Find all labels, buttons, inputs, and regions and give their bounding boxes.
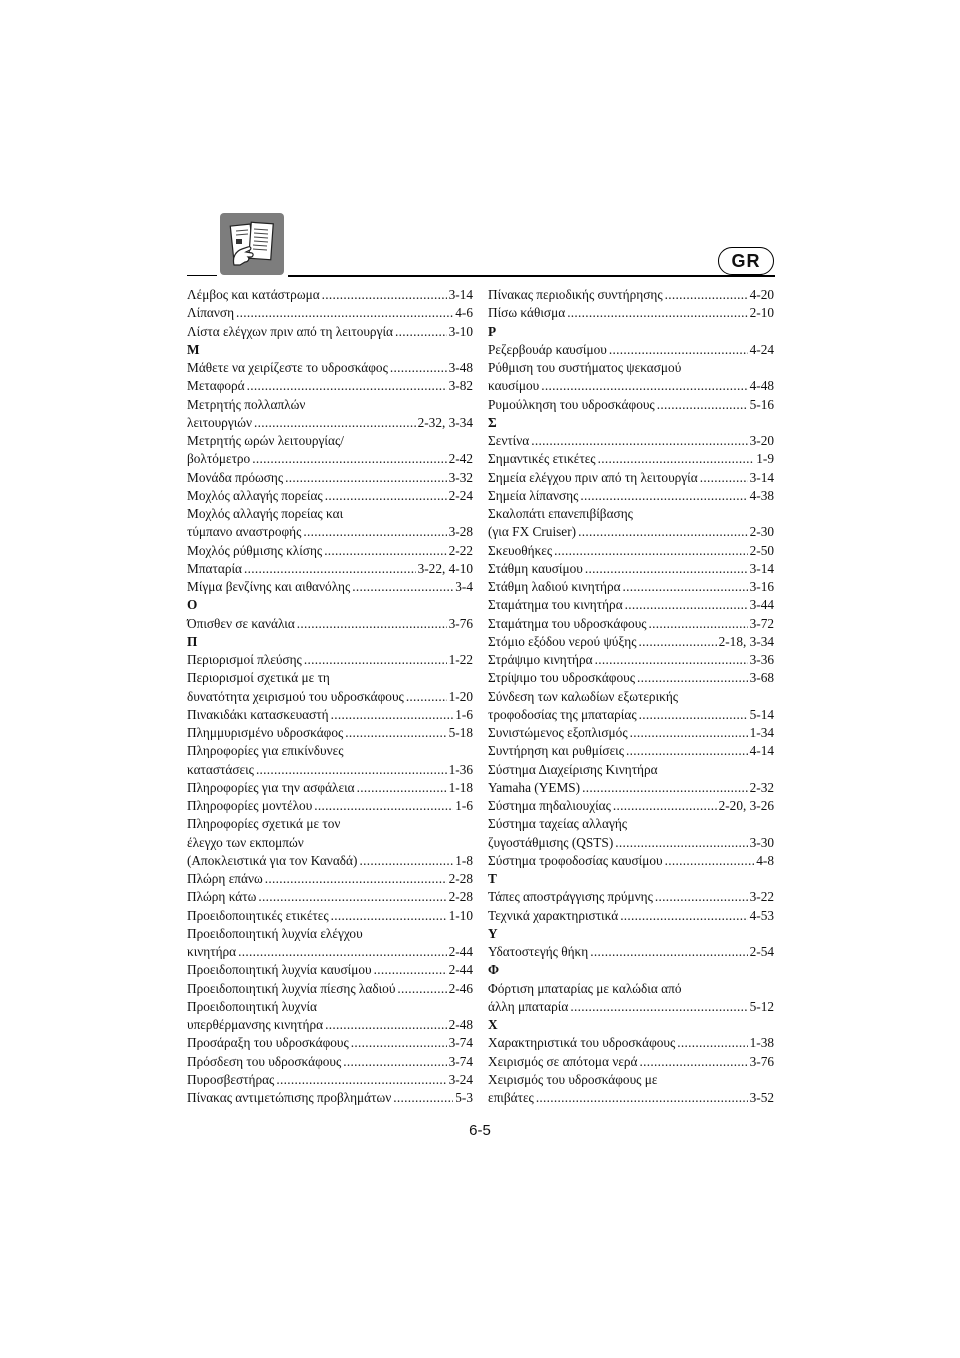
dot-leader: [254, 414, 416, 432]
index-entry-page: 1-34: [749, 725, 774, 740]
dot-leader: [393, 1089, 453, 1107]
dot-leader: [615, 834, 747, 852]
index-entry: [187, 961, 473, 979]
dot-leader: [374, 961, 447, 979]
index-entry-page: 3-28: [448, 524, 473, 540]
index-entry: [187, 542, 473, 560]
index-entry-text: Στόμιο εξόδου νερού ψύξης: [488, 633, 637, 649]
dot-leader: [238, 943, 446, 961]
dot-leader: [325, 487, 447, 505]
index-entry-text: Στρίψιμο του υδροσκάφους: [488, 670, 635, 686]
index-entry-text: Πλώρη κάτω: [187, 889, 257, 905]
index-entry-page: 3-16: [749, 579, 774, 594]
index-entry-text: Φόρτιση μπαταρίας με καλώδια από: [488, 980, 682, 996]
index-entry: [488, 888, 774, 906]
index-entry: [488, 560, 774, 578]
index-letter-heading: Χ: [488, 1017, 498, 1032]
index-entry-page: 3-10: [448, 323, 473, 339]
index-entry: [488, 998, 774, 1016]
dot-leader: [345, 724, 446, 742]
index-entry-page: 3-30: [749, 834, 774, 850]
index-entry-text: τροφοδοσίας της μπαταρίας: [488, 706, 637, 722]
dot-leader: [531, 432, 747, 450]
index-entry-text: τύμπανο αναστροφής: [187, 524, 302, 540]
index-entry: [187, 980, 473, 998]
index-entry: [187, 487, 473, 505]
index-entry-text: Στράψιμο κινητήρα: [488, 652, 593, 667]
dot-leader: [285, 469, 446, 487]
index-entry-page: 2-46: [448, 980, 473, 996]
dot-leader: [625, 596, 748, 614]
header-rule: [187, 275, 217, 276]
index-entry-text: Σκαλοπάτι επανεπιβίβασης: [488, 506, 633, 521]
dot-leader: [598, 450, 755, 468]
index-entry-page: 3-82: [448, 378, 473, 394]
index-entry: [488, 943, 774, 961]
index-entry: [488, 304, 774, 322]
index-entry-page: 3-48: [448, 360, 473, 375]
index-entry-text: Σύστημα πηδαλιουχίας: [488, 798, 611, 813]
index-entry-page: 4-24: [749, 341, 774, 357]
index-entry-text: Περιορισμοί πλεύσης: [187, 652, 302, 667]
dot-leader: [665, 286, 748, 304]
index-entry-text: Ρύθμιση του συστήματος ψεκασμού: [488, 360, 682, 375]
dot-leader: [630, 724, 748, 742]
index-entry-text: καυσίμου: [488, 378, 540, 394]
dot-leader: [256, 761, 447, 779]
index-entry: [187, 706, 473, 724]
index-entry-text: Προσάραξη του υδροσκάφους: [187, 1035, 349, 1051]
dot-leader: [580, 487, 747, 505]
index-entry-text: Πρόσδεση του υδροσκάφους: [187, 1053, 342, 1069]
index-entry-text: Μετρητής ωρών λειτουργίας/: [187, 433, 344, 448]
index-entry-text: Όπισθεν σε κανάλια: [187, 615, 295, 631]
index-entry: [488, 432, 774, 450]
index-entry: [187, 797, 473, 815]
index-letter-heading: Ρ: [488, 323, 497, 339]
dot-leader: [352, 578, 453, 596]
dot-leader: [700, 469, 748, 487]
index-entry-text: Μπαταρία: [187, 560, 242, 576]
index-entry-page: 1-22: [448, 652, 473, 667]
index-entry-text: Τεχνικά χαρακτηριστικά: [488, 907, 619, 923]
index-entry: [187, 450, 473, 468]
index-entry-page: 1-8: [455, 852, 473, 868]
index-entry-text: καταστάσεις: [187, 761, 254, 777]
index-entry: [187, 1089, 473, 1107]
dot-leader: [623, 578, 748, 596]
dot-leader: [655, 888, 748, 906]
index-entry-text: Μοχλός αλλαγής πορείας: [187, 487, 323, 503]
index-entry-text: Πληροφορίες μοντέλου: [187, 798, 313, 813]
index-entry-text: Μονάδα πρόωσης: [187, 469, 284, 485]
index-entry-page: 3-68: [749, 670, 774, 686]
dot-leader: [395, 323, 447, 341]
index-entry-text: Προειδοποιητική λυχνία ελέγχου: [187, 925, 363, 941]
index-entry-page: 3-44: [749, 597, 774, 613]
index-entry: [187, 888, 473, 906]
dot-leader: [567, 304, 747, 322]
index-entry-page: 2-28: [448, 889, 473, 905]
index-entry: [488, 469, 774, 487]
index-letter-heading: Μ: [187, 341, 200, 357]
index-entry: [488, 396, 774, 414]
index-entry-page: 3-76: [749, 1053, 774, 1069]
index-entry-text: δυνατότητα χειρισμού του υδροσκάφους: [187, 688, 404, 704]
dot-leader: [541, 377, 747, 395]
dot-leader: [357, 779, 447, 797]
dot-leader: [609, 341, 748, 359]
index-entry-page: 4-8: [756, 852, 774, 868]
index-letter-heading: Σ: [488, 414, 497, 430]
index-entry-page: 3-20: [749, 433, 774, 448]
index-entry-text: Προειδοποιητικές ετικέτες: [187, 907, 329, 923]
index-entry-text: Λέμβος και κατάστρωμα: [187, 287, 320, 302]
dot-leader: [570, 998, 747, 1016]
index-entry-page: 2-32, 3-34: [417, 414, 473, 430]
index-entry: [488, 633, 774, 651]
index-entry-text: Σταμάτημα του κινητήρα: [488, 597, 623, 613]
index-entry-page: 3-72: [749, 615, 774, 631]
index-entry-page: 5-12: [749, 998, 774, 1014]
dot-leader: [265, 870, 447, 888]
dot-leader: [351, 1034, 447, 1052]
index-entry-page: 2-18, 3-34: [718, 633, 774, 649]
index-entry: [488, 1034, 774, 1052]
index-entry: [488, 834, 774, 852]
dot-leader: [677, 1034, 747, 1052]
index-entry-text: επιβάτες: [488, 1090, 534, 1105]
index-entry-text: Σκευοθήκες: [488, 542, 553, 558]
dot-leader: [276, 1071, 446, 1089]
index-entry-text: Πυροσβεστήρας: [187, 1071, 275, 1087]
index-entry-text: Μεταφορά: [187, 378, 245, 394]
dot-leader: [304, 651, 447, 669]
index-entry-page: 3-22, 4-10: [417, 560, 473, 576]
index-entry: [187, 1034, 473, 1052]
index-entry-page: 5-18: [448, 725, 473, 740]
dot-leader: [258, 888, 446, 906]
index-entry: [488, 852, 774, 870]
index-column-right: [488, 286, 774, 1107]
index-entry: [187, 359, 473, 377]
index-entry-text: Χειρισμός του υδροσκάφους με: [488, 1071, 658, 1087]
index-entry-page: 5-3: [455, 1090, 473, 1105]
index-entry-page: 1-9: [756, 451, 774, 467]
index-entry-page: 3-14: [749, 560, 774, 576]
index-entry: [488, 341, 774, 359]
index-entry-page: 3-14: [448, 287, 473, 302]
index-entry: [488, 779, 774, 797]
index-entry-text: Μοχλός αλλαγής πορείας και: [187, 506, 344, 521]
page-number: 6-5: [469, 1122, 491, 1139]
index-entry-text: Στάθμη λαδιού κινητήρα: [488, 579, 621, 594]
index-entry-page: 1-20: [448, 688, 473, 704]
index-entry: [187, 651, 473, 669]
index-entry-page: 5-14: [749, 706, 774, 722]
index-entry-text: Σύστημα ταχείας αλλαγής: [488, 816, 628, 832]
index-entry-page: 2-20, 3-26: [718, 798, 774, 813]
index-entry-page: 5-16: [749, 396, 774, 412]
index-entry-page: 2-44: [448, 962, 473, 978]
index-entry: [488, 1089, 774, 1107]
index-entry: [187, 1053, 473, 1071]
index-entry-page: 2-10: [749, 305, 774, 321]
dot-leader: [620, 907, 747, 925]
index-entry-text: Προειδοποιητική λυχνία καυσίμου: [187, 962, 372, 978]
index-entry-text: Σημαντικές ετικέτες: [488, 451, 596, 467]
index-entry-text: Σημεία ελέγχου πριν από τη λειτουργία: [488, 469, 698, 485]
index-entry-text: Πινακιδάκι κατασκευαστή: [187, 706, 329, 722]
index-entry: [488, 907, 774, 925]
index-entry: [187, 578, 473, 596]
dot-leader: [247, 377, 447, 395]
index-entry-page: 2-54: [749, 944, 774, 959]
index-entry-text: Πίσω κάθισμα: [488, 305, 566, 321]
index-entry: [488, 669, 774, 687]
dot-leader: [536, 1089, 748, 1107]
index-entry-text: Στάθμη καυσίμου: [488, 560, 583, 576]
index-entry: [187, 286, 473, 304]
index-entry: [187, 688, 473, 706]
index-entry-text: Μετρητής πολλαπλών: [187, 396, 306, 412]
index-entry: [488, 523, 774, 541]
index-entry-page: 4-6: [455, 305, 473, 321]
index-entry-page: 3-32: [448, 469, 473, 485]
index-entry-text: Σημεία λίπανσης: [488, 487, 579, 503]
index-entry-page: 3-52: [749, 1090, 774, 1105]
index-entry-page: 2-44: [448, 944, 473, 959]
index-entry-text: Συντήρηση και ρυθμίσεις: [488, 743, 625, 759]
dot-leader: [657, 396, 748, 414]
dot-leader: [582, 779, 748, 797]
index-entry: [187, 870, 473, 888]
index-entry-text: Πληροφορίες σχετικά με τον: [187, 816, 341, 832]
index-entry-text: Πίνακας αντιμετώπισης προβλημάτων: [187, 1090, 392, 1105]
dot-leader: [390, 359, 447, 377]
index-letter-heading: Τ: [488, 871, 497, 886]
index-entry-text: Μοχλός ρύθμισης κλίσης: [187, 542, 323, 558]
manual-reading-hand-icon: [220, 213, 284, 275]
index-entry-text: Πλώρη επάνω: [187, 871, 263, 886]
index-entry-page: 2-32: [749, 779, 774, 795]
index-entry-page: 2-50: [749, 542, 774, 558]
index-entry-text: Χειρισμός σε απότομα νερά: [488, 1053, 638, 1069]
index-entry: [488, 578, 774, 596]
index-entry: [488, 450, 774, 468]
index-entry: [488, 651, 774, 669]
index-entry-text: Συνιστώμενος εξοπλισμός: [488, 725, 628, 740]
index-entry-text: Προειδοποιητική λυχνία: [187, 998, 318, 1014]
index-entry: [187, 1016, 473, 1034]
index-entry: [187, 943, 473, 961]
index-entry: [187, 907, 473, 925]
index-entry-page: 4-14: [749, 743, 774, 759]
index-entry-page: 1-6: [455, 706, 473, 722]
index-entry-text: Σύνδεση των καλωδίων εξωτερικής: [488, 688, 679, 704]
index-entry-text: Πλημμυρισμένο υδροσκάφος: [187, 725, 344, 740]
index-entry-text: άλλη μπαταρία: [488, 998, 569, 1014]
index-entry: [187, 615, 473, 633]
index-entry: [488, 724, 774, 742]
index-entry-text: κινητήρα: [187, 944, 237, 959]
dot-leader: [314, 797, 453, 815]
dot-leader: [331, 706, 454, 724]
index-entry-page: 1-36: [448, 761, 473, 777]
index-entry-text: Ρυμούλκηση του υδροσκάφους: [488, 396, 655, 412]
dot-leader: [637, 669, 748, 687]
index-entry-text: Ρεζερβουάρ καυσίμου: [488, 341, 607, 357]
dot-leader: [665, 852, 755, 870]
index-entry-text: Χαρακτηριστικά του υδροσκάφους: [488, 1035, 676, 1051]
index-entry-page: 3-24: [448, 1071, 473, 1087]
index-column-left: [187, 286, 473, 1107]
index-entry: [488, 615, 774, 633]
index-entry: [187, 414, 473, 432]
language-badge: GR: [718, 247, 774, 275]
index-entry: [187, 469, 473, 487]
index-entry-page: 2-24: [448, 487, 473, 503]
index-entry: [187, 761, 473, 779]
index-entry-text: Πληροφορίες για επικίνδυνες: [187, 743, 344, 759]
index-entry-text: υπερθέρμανσης κινητήρα: [187, 1017, 324, 1032]
index-entry-text: Πίνακας περιοδικής συντήρησης: [488, 287, 663, 302]
index-entry-page: 1-10: [448, 907, 473, 923]
index-entry-text: ζυγοστάθμισης (QSTS): [488, 834, 614, 850]
index-entry-text: Λίστα ελέγχων πριν από τη λειτουργία: [187, 323, 393, 339]
index-letter-heading: Υ: [488, 925, 498, 941]
index-entry-text: Μάθετε να χειρίζεστε το υδροσκάφος: [187, 360, 388, 375]
index-entry: [488, 286, 774, 304]
dot-leader: [297, 615, 447, 633]
index-entry: [488, 797, 774, 815]
index-entry: [187, 560, 473, 578]
index-entry: [187, 1071, 473, 1089]
index-entry-page: 2-42: [448, 451, 473, 467]
index-entry-page: 4-53: [749, 907, 774, 923]
index-entry-page: 4-48: [749, 378, 774, 394]
dot-leader: [585, 560, 748, 578]
index-entry-text: (Αποκλειστικά για τον Καναδά): [187, 852, 358, 868]
index-entry-text: Υδατοστεγής θήκη: [488, 944, 589, 959]
index-entry: [187, 323, 473, 341]
index-entry-text: Πληροφορίες για την ασφάλεια: [187, 779, 355, 795]
dot-leader: [406, 688, 447, 706]
dot-leader: [639, 706, 748, 724]
index-letter-heading: Φ: [488, 962, 500, 978]
index-entry-page: 1-18: [448, 779, 473, 795]
index-entry-page: 3-36: [749, 652, 774, 667]
index-entry-text: Σεντίνα: [488, 433, 530, 448]
index-entry-page: 2-48: [448, 1017, 473, 1032]
index-entry-page: 3-14: [749, 469, 774, 485]
header-rule: [288, 275, 775, 277]
dot-leader: [322, 286, 447, 304]
index-entry: [187, 779, 473, 797]
index-entry-text: Προειδοποιητική λυχνία πίεσης λαδιού: [187, 980, 396, 996]
index-entry: [488, 1053, 774, 1071]
dot-leader: [324, 542, 446, 560]
index-entry-text: Σύστημα Διαχείρισης Κινητήρα: [488, 761, 658, 777]
index-entry-page: 2-30: [749, 524, 774, 540]
dot-leader: [640, 1053, 748, 1071]
index-entry-page: 2-22: [448, 542, 473, 558]
index-entry: [187, 304, 473, 322]
dot-leader: [649, 615, 748, 633]
index-entry-text: Μίγμα βενζίνης και αιθανόλης: [187, 579, 351, 594]
index-entry-page: 4-38: [749, 487, 774, 503]
index-entry: [488, 742, 774, 760]
index-entry-text: (για FX Cruiser): [488, 524, 577, 540]
index-letter-heading: Π: [187, 633, 198, 649]
index-entry: [187, 523, 473, 541]
index-entry-page: 3-22: [749, 889, 774, 905]
dot-leader: [359, 852, 453, 870]
index-entry-text: Σύστημα τροφοδοσίας καυσίμου: [488, 852, 663, 868]
index-entry: [187, 724, 473, 742]
dot-leader: [554, 542, 747, 560]
index-entry: [187, 377, 473, 395]
index-entry-page: 2-28: [448, 871, 473, 886]
index-entry-text: Περιορισμοί σχετικά με τη: [187, 670, 330, 686]
index-entry-page: 4-20: [749, 287, 774, 302]
index-entry-text: λειτουργιών: [187, 414, 253, 430]
index-entry-page: 3-74: [448, 1053, 473, 1069]
index-entry: [488, 377, 774, 395]
dot-leader: [325, 1016, 447, 1034]
dot-leader: [343, 1053, 446, 1071]
index-entry-page: 1-6: [455, 798, 473, 813]
dot-leader: [252, 450, 446, 468]
dot-leader: [595, 651, 748, 669]
index-entry-text: Τάπες αποστράγγισης πρύμνης: [488, 889, 653, 905]
index-entry-page: 3-76: [448, 615, 473, 631]
dot-leader: [397, 980, 446, 998]
index-entry-text: Σταμάτημα του υδροσκάφους: [488, 615, 647, 631]
index-entry-text: βολτόμετρο: [187, 451, 251, 467]
index-entry-page: 1-38: [749, 1035, 774, 1051]
index-entry: [488, 596, 774, 614]
index-entry: [488, 542, 774, 560]
index-entry-page: 3-74: [448, 1035, 473, 1051]
dot-leader: [303, 523, 446, 541]
dot-leader: [244, 560, 416, 578]
index-entry: [488, 706, 774, 724]
index-entry-text: έλεγχο των εκπομπών: [187, 834, 304, 850]
index-entry-page: 3-4: [455, 579, 473, 594]
index-entry: [488, 487, 774, 505]
index-entry-text: Yamaha (YEMS): [488, 779, 581, 795]
dot-leader: [639, 633, 717, 651]
index-entry-text: Λίπανση: [187, 305, 235, 321]
dot-leader: [590, 943, 747, 961]
index-letter-heading: Ο: [187, 597, 198, 613]
dot-leader: [236, 304, 453, 322]
dot-leader: [578, 523, 748, 541]
dot-leader: [331, 907, 447, 925]
index-entry: [187, 852, 473, 870]
dot-leader: [626, 742, 748, 760]
dot-leader: [613, 797, 717, 815]
